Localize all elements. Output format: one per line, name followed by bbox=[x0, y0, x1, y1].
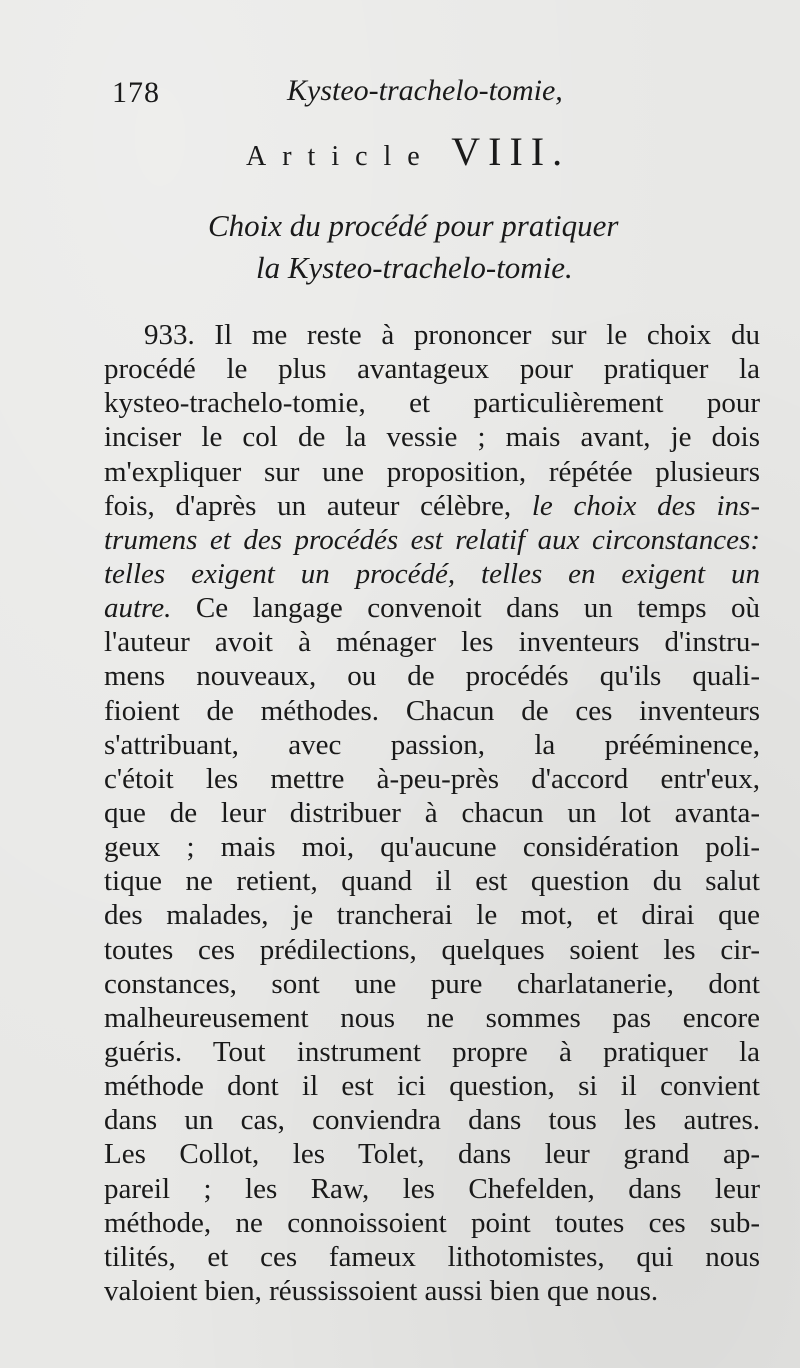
text-segment: c'étoit les mettre à-peu-près d'accord entr'eux, bbox=[104, 762, 760, 795]
text-line bbox=[104, 1035, 760, 1069]
text-segment: valoient bien, réussissoient aussi bien que nous. bbox=[104, 1274, 659, 1307]
text-segment: kysteo-trachelo-tomie, et particulièrement pour bbox=[104, 387, 760, 420]
text-line bbox=[104, 352, 760, 386]
text-segment: constances, sont une pure charlatanerie, dont bbox=[104, 967, 760, 1000]
text-line bbox=[104, 591, 760, 625]
text-segment: malheureusement nous ne sommes pas encore bbox=[104, 1001, 760, 1034]
page-header bbox=[112, 72, 592, 116]
text-segment: méthode, ne connoissoient point toutes ces sub- bbox=[104, 1206, 760, 1239]
text-segment: procédé le plus avantageux pour pratiquer la bbox=[104, 353, 760, 386]
text-line bbox=[104, 762, 760, 796]
text-segment: tique ne retient, quand il est question du salut bbox=[104, 865, 760, 898]
text-segment: inciser le col de la vessie ; mais avant, je dois bbox=[104, 421, 760, 454]
text-line bbox=[104, 489, 760, 523]
text-line bbox=[104, 1137, 760, 1171]
text-line bbox=[104, 625, 760, 659]
text-segment: dans un cas, conviendra dans tous les autres. bbox=[104, 1104, 760, 1137]
text-line bbox=[104, 420, 760, 454]
text-line bbox=[104, 386, 760, 420]
text-segment: s'attribuant, avec passion, la prééminence, bbox=[104, 728, 760, 761]
italic-text: trumens et des procédés est relatif aux circonstances: bbox=[104, 523, 760, 556]
text-line bbox=[104, 455, 760, 489]
text-segment: méthode dont il est ici question, si il convient bbox=[104, 1070, 760, 1103]
text-line bbox=[104, 694, 760, 728]
text-segment: Les Collot, les Tolet, dans leur grand ap- bbox=[104, 1138, 760, 1171]
text-line bbox=[104, 796, 760, 830]
text-segment: que de leur distribuer à chacun un lot avanta- bbox=[104, 796, 760, 829]
text-segment: fois, d'après un auteur célèbre, bbox=[104, 489, 532, 522]
text-line bbox=[104, 830, 760, 864]
page-number: 178 bbox=[112, 76, 160, 109]
text-line bbox=[104, 1172, 760, 1206]
text-segment: mens nouveaux, ou de procédés qu'ils quali- bbox=[104, 660, 760, 693]
text-segment: guéris. Tout instrument propre à pratiquer la bbox=[104, 1035, 760, 1068]
body-paragraph bbox=[104, 318, 760, 1308]
italic-text: le choix des ins- bbox=[531, 489, 760, 522]
text-line bbox=[104, 967, 760, 1001]
text-segment: l'auteur avoit à ménager les inventeurs d'instru- bbox=[104, 626, 760, 659]
italic-text: autre. bbox=[104, 592, 172, 625]
text-line bbox=[104, 557, 760, 591]
text-line bbox=[104, 1103, 760, 1137]
text-segment: 933. Il me reste à prononcer sur le choix du bbox=[144, 319, 760, 351]
article-subtitle-line-2: la Kysteo-trachelo-tomie. bbox=[256, 250, 573, 285]
text-line bbox=[104, 1240, 760, 1274]
text-line bbox=[104, 1069, 760, 1103]
article-number: VIII. bbox=[451, 129, 571, 174]
text-line bbox=[104, 898, 760, 932]
text-line bbox=[104, 1001, 760, 1035]
article-word: Article bbox=[246, 141, 436, 172]
text-segment: toutes ces prédilections, quelques soient les cir- bbox=[104, 933, 760, 966]
text-line bbox=[104, 1274, 760, 1308]
text-segment: m'expliquer sur une proposition, répétée plusieurs bbox=[104, 455, 760, 488]
text-line bbox=[104, 864, 760, 898]
running-title: Kysteo-trachelo-tomie, bbox=[287, 74, 563, 107]
text-line bbox=[104, 933, 760, 967]
text-line bbox=[104, 318, 760, 352]
text-segment: Ce langage convenoit dans un temps où bbox=[171, 592, 760, 625]
text-line bbox=[104, 659, 760, 693]
article-heading bbox=[246, 128, 570, 175]
italic-text: telles exigent un procédé, telles en exigent un bbox=[104, 557, 760, 590]
text-line bbox=[104, 728, 760, 762]
text-segment: des malades, je trancherai le mot, et dirai que bbox=[104, 899, 760, 932]
text-segment: fioient de méthodes. Chacun de ces inventeurs bbox=[104, 694, 760, 727]
text-line bbox=[104, 523, 760, 557]
text-segment: tilités, et ces fameux lithotomistes, qui nous bbox=[104, 1240, 760, 1273]
text-line bbox=[104, 1206, 760, 1240]
text-segment: geux ; mais moi, qu'aucune considération poli- bbox=[104, 831, 760, 864]
text-segment: pareil ; les Raw, les Chefelden, dans leur bbox=[104, 1172, 760, 1205]
article-subtitle-line-1: Choix du procédé pour pratiquer bbox=[208, 208, 619, 243]
